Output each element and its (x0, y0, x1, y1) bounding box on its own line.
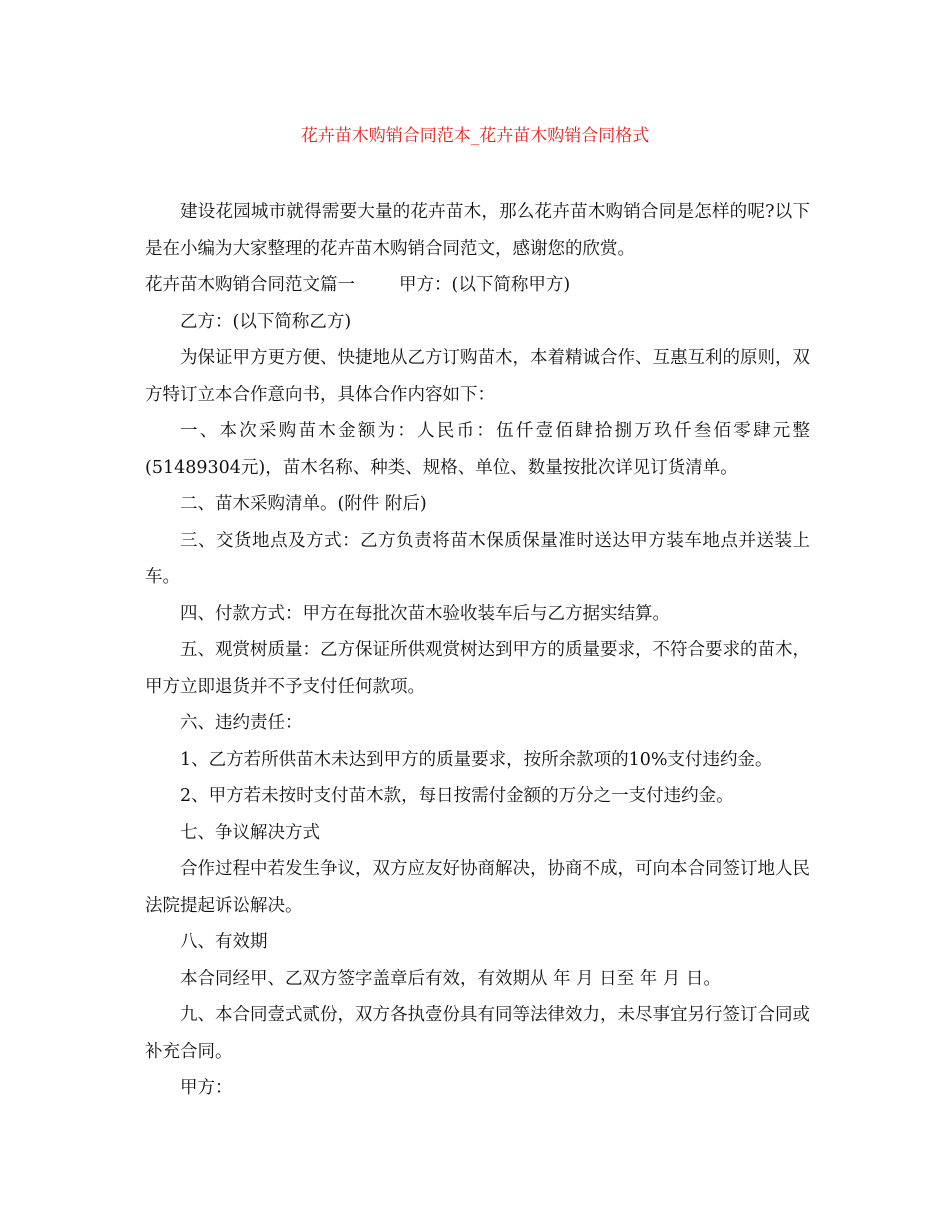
party-b-label: 乙方：(以下简称乙方) (180, 311, 352, 332)
clause-9-copies: 九、本合同壹式贰份，双方各执壹份具有同等法律效力，未尽事宜另行签订合同或补充合同。 (145, 1005, 810, 1062)
clause-2-list: 二、苗木采购清单。(附件 附后) (180, 494, 427, 514)
document-body (145, 194, 810, 1107)
clause-7-dispute: 七、争议解决方式 (180, 822, 320, 843)
validity-paragraph: 本合同经甲、乙双方签字盖章后有效，有效期从 年 月 日至 年 月 日。 (180, 968, 721, 989)
clause-1-amount: 一、本次采购苗木金额为：人民币：伍仟壹佰肆拾捌万玖仟叁佰零肆元整(51489304元)，苗木名称、种类、规格、单位、数量按批次详见订货清单。 (145, 421, 810, 478)
liability-item-1: 1、乙方若所供苗木未达到甲方的质量要求，按所余款项的10%支付违约金。 (180, 749, 773, 770)
section-heading: 花卉苗木购销合同范文篇一 (145, 275, 355, 295)
party-a-label: 甲方：(以下简称甲方) (399, 275, 571, 295)
clause-5-quality: 五、观赏树质量：乙方保证所供观赏树达到甲方的质量要求，不符合要求的苗木，甲方立即退货并不予支付任何款项。 (145, 640, 810, 697)
dispute-paragraph: 合作过程中若发生争议，双方应友好协商解决，协商不成，可向本合同签订地人民法院提起诉讼解决。 (145, 859, 810, 916)
clause-6-liability: 六、违约责任： (180, 713, 303, 733)
document-title: 花卉苗木购销合同范本_花卉苗木购销合同格式 (300, 126, 650, 146)
clause-4-payment: 四、付款方式：甲方在每批次苗木验收装车后与乙方据实结算。 (180, 603, 670, 624)
intro-paragraph: 建设花园城市就得需要大量的花卉苗木，那么花卉苗木购销合同是怎样的呢?以下是在小编为大家整理的花卉苗木购销合同范文，感谢您的欣赏。 (145, 202, 810, 259)
section-heading-line (145, 267, 810, 304)
clause-8-validity: 八、有效期 (180, 932, 268, 952)
liability-item-2: 2、甲方若未按时支付苗木款，每日按需付金额的万分之一支付违约金。 (180, 786, 734, 806)
purpose-paragraph: 为保证甲方更方便、快捷地从乙方订购苗木，本着精诚合作、互惠互利的原则，双方特订立本合作意向书，具体合作内容如下： (145, 348, 810, 405)
clause-3-delivery: 三、交货地点及方式：乙方负责将苗木保质保量准时送达甲方装车地点并送装上车。 (145, 530, 810, 587)
signature-party-a: 甲方： (180, 1078, 233, 1098)
